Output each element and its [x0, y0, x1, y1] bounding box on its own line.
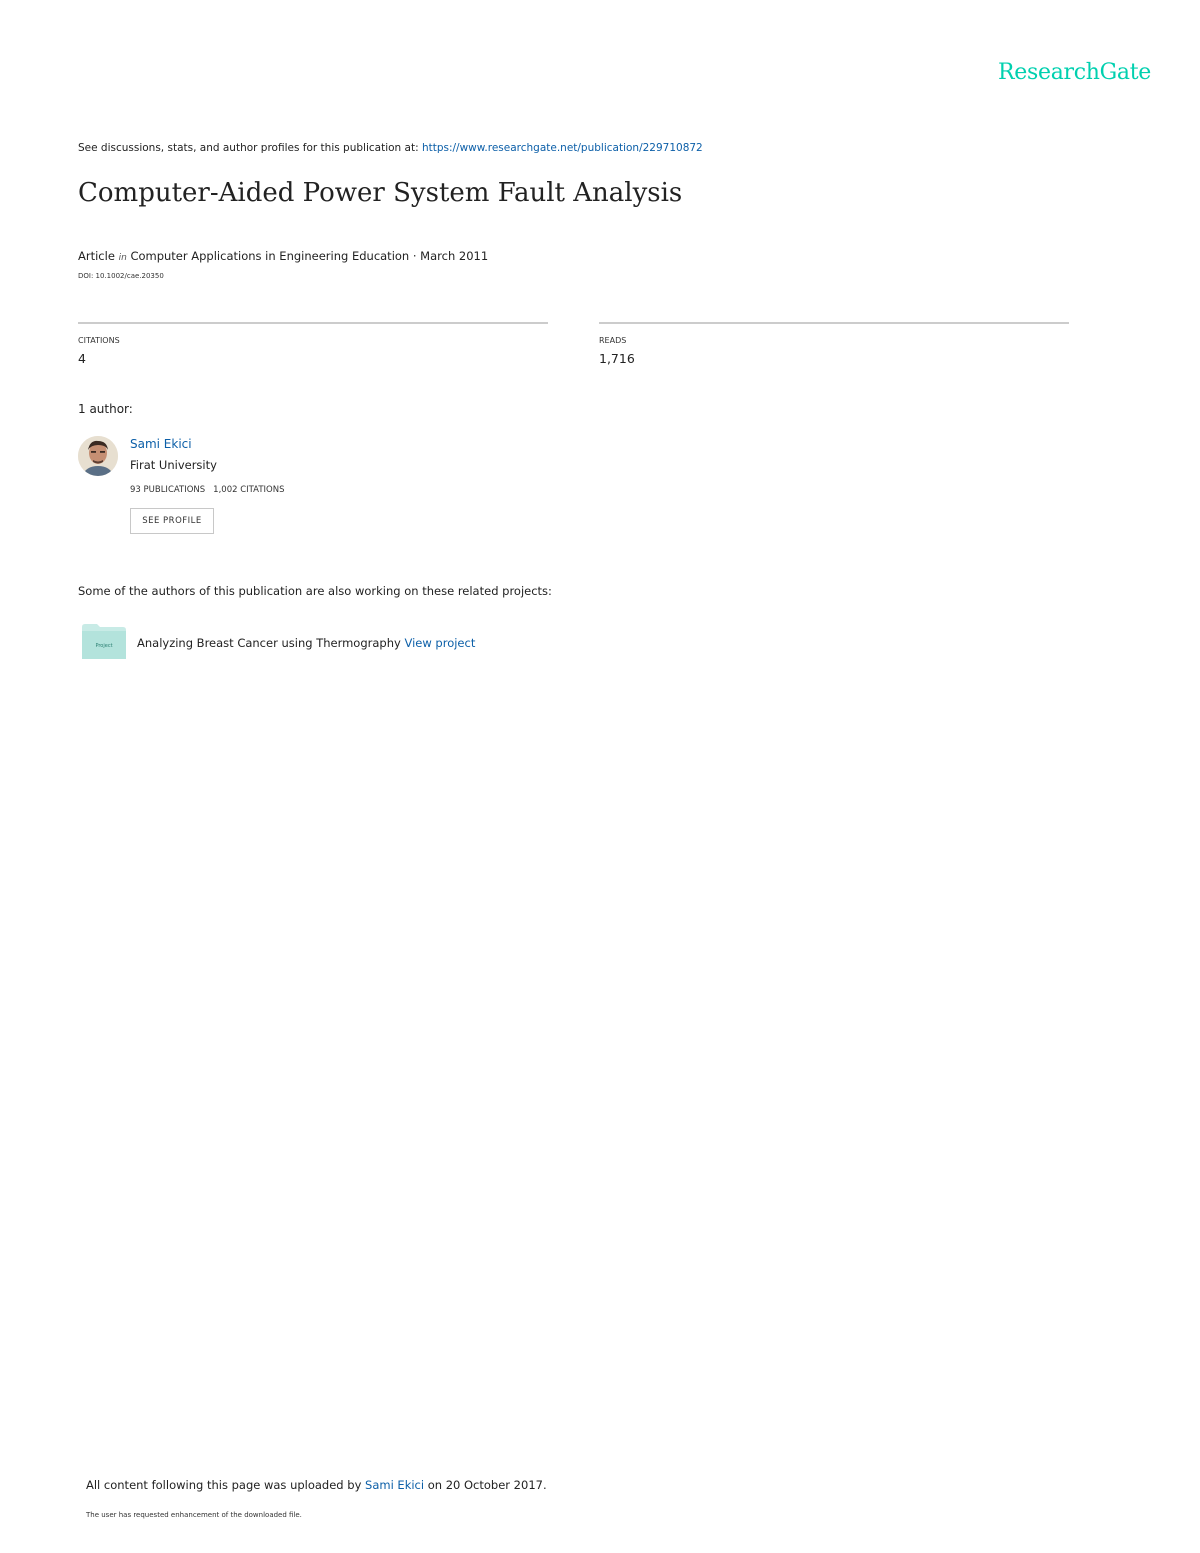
view-project-link[interactable]: View project [404, 636, 476, 650]
author-citations: 1,002 CITATIONS [213, 485, 285, 495]
authors-count: 1 author: [78, 402, 133, 416]
reads-value: 1,716 [599, 351, 635, 366]
see-profile-button[interactable]: SEE PROFILE [130, 508, 214, 534]
uploaded-prefix: All content following this page was uploaded by [86, 1478, 366, 1492]
author-name-link[interactable]: Sami Ekici [130, 437, 192, 451]
uploaded-suffix: on 20 October 2017. [424, 1478, 547, 1492]
intro-text: See discussions, stats, and author profiles for this publication at: [78, 142, 422, 154]
author-stats [130, 485, 284, 495]
publication-type: Article [78, 249, 115, 263]
author-publications: 93 PUBLICATIONS [130, 485, 206, 495]
project-item [137, 636, 475, 650]
folder-icon [82, 623, 126, 659]
related-projects-intro: Some of the authors of this publication are also working on these related projects: [78, 584, 552, 598]
author-avatar[interactable] [78, 436, 118, 476]
uploader-link[interactable]: Sami Ekici [365, 1478, 425, 1492]
citations-value: 4 [78, 351, 86, 366]
enhancement-note: The user has requested enhancement of the downloaded file. [86, 1511, 302, 1519]
avatar-portrait-icon [78, 436, 118, 476]
discussion-intro [78, 142, 703, 154]
reads-label: READS [599, 336, 627, 345]
author-institution: Firat University [130, 458, 217, 472]
project-icon-label: Project [95, 643, 113, 649]
publication-url-link[interactable]: https://www.researchgate.net/publication/229710872 [421, 142, 703, 154]
publication-title: Computer-Aided Power System Fault Analysis [78, 178, 683, 208]
researchgate-logo[interactable]: ResearchGate [998, 60, 1151, 85]
in-label: in [118, 253, 127, 263]
upload-info [86, 1478, 547, 1492]
publication-meta [78, 249, 488, 263]
citations-label: CITATIONS [78, 336, 120, 345]
project-folder-icon [82, 623, 126, 659]
citations-divider [78, 322, 548, 324]
journal-date: Computer Applications in Engineering Education · March 2011 [130, 249, 489, 263]
publication-doi: DOI: 10.1002/cae.20350 [78, 272, 164, 280]
reads-divider [599, 322, 1069, 324]
project-name: Analyzing Breast Cancer using Thermography [137, 636, 405, 650]
